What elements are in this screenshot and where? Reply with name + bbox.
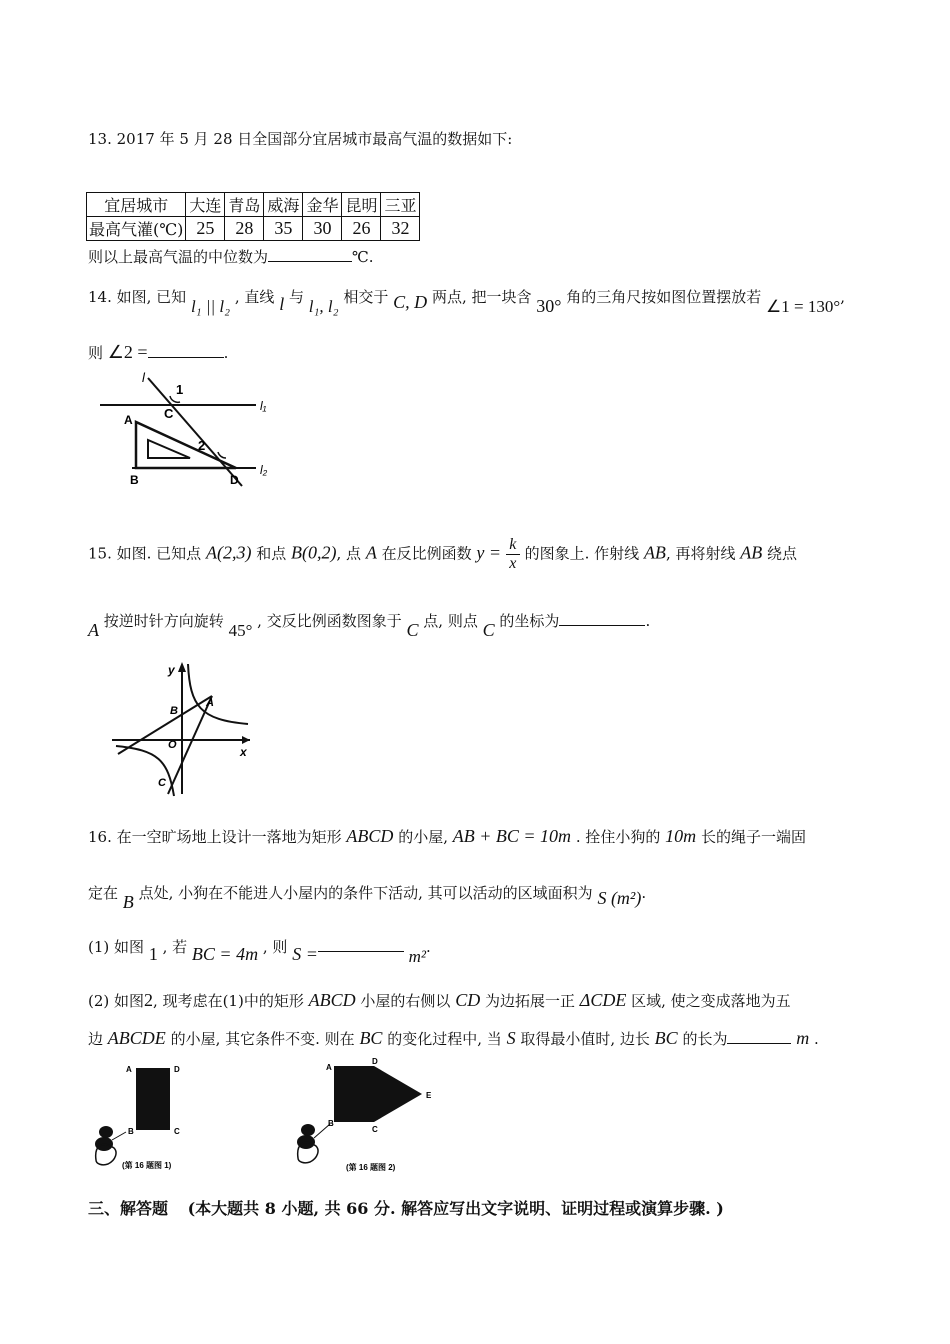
dog-icon <box>297 1124 330 1163</box>
answer-blank <box>318 950 404 952</box>
fig-label-l1: l₁ <box>260 399 267 413</box>
table-row <box>87 217 420 241</box>
table-header-cell: 三亚 <box>381 193 420 217</box>
fig-label-B: B <box>328 1119 334 1128</box>
q16-sub2: (2) 如图2, 现考虑在(1)中的矩形 ABCD 小屋的右侧以 CD 为边拓展一正 ΔCDE 区域, 使之变成落地为五 <box>88 990 791 1010</box>
q13-text: 13. 2017 年 5 月 28 日全国部分宜居城市最高气温的数据如下: <box>88 130 513 148</box>
fig-label-E: E <box>426 1091 432 1100</box>
fig-caption: (第 16 题图 1) <box>122 1161 172 1170</box>
fig-label-A: A <box>126 1065 132 1074</box>
q13-table <box>86 192 420 241</box>
table-row-label: 最高气灌(℃) <box>87 217 186 241</box>
fig-label-C: C <box>158 777 166 789</box>
fig-label-l: l <box>142 372 145 385</box>
fig-label-D: D <box>174 1065 180 1074</box>
q15-figure <box>108 656 258 798</box>
q16-sub3: 边 ABCDE 的小屋, 其它条件不变. 则在 BC 的变化过程中, 当 S 取得最小值时, 边长 BC 的长为 m . <box>88 1028 819 1048</box>
table-cell: 35 <box>264 217 303 241</box>
fig-label-1: 1 <box>176 382 184 397</box>
q16-line1: 16. 在一空旷场地上设计一落地为矩形 ABCD 的小屋, AB + BC = 10m . 拴住小狗的 10m 长的绳子一端固 <box>88 826 806 846</box>
q14-figure <box>96 372 282 492</box>
fig-label-D: D <box>230 473 239 487</box>
q16-figure-1 <box>88 1060 258 1176</box>
fig-label-C: C <box>372 1125 378 1134</box>
table-row <box>87 193 420 217</box>
q16-line2: 定在 B 点处, 小狗在不能进人小屋内的条件下活动, 其可以活动的区域面积为 S (m²). <box>88 884 647 912</box>
section-title: 三、解答题 <box>88 1199 169 1218</box>
fig-label-A: A <box>124 413 133 427</box>
answer-blank <box>559 624 645 626</box>
fig-label-B: B <box>170 705 178 717</box>
fig-caption: (第 16 题图 2) <box>346 1163 396 1172</box>
fraction: $\frac{k}{x}$ <box>506 536 520 573</box>
fig-label-C: C <box>164 406 174 421</box>
q16-figure-2 <box>290 1056 450 1174</box>
q15-line1: 15. 如图. 已知点 A(2,3) 和点 B(0,2), 点 A 在反比例函数 y = $\frac{k}{x}$ 的图象上. 作射线 AB, 再将射线 AB 绕点 <box>88 536 798 572</box>
table-cell: 25 <box>186 217 225 241</box>
fig-label-B: B <box>128 1127 134 1136</box>
answer-blank <box>727 1042 791 1044</box>
table-cell: 30 <box>303 217 342 241</box>
q14-line2: 则 ∠2 = . <box>88 342 229 362</box>
dog-icon <box>95 1126 126 1165</box>
table-header-cell: 大连 <box>186 193 225 217</box>
table-cell: 26 <box>342 217 381 241</box>
table-header-cell: 金华 <box>303 193 342 217</box>
q14-line1: 14. 如图, 已知 l₁ || l₂ , 直线 l 与 l₁, l₂ 相交于 C, D 两点, 把一块含 30° 角的三角尺按如图位置摆放若 ∠1 = 130°, <box>88 288 845 316</box>
table-header-cell: 青岛 <box>225 193 264 217</box>
table-cell: 28 <box>225 217 264 241</box>
section-3-heading <box>88 1196 724 1219</box>
q15-line2: A 按逆时针方向旋转 45° , 交反比例函数图象于 C 点, 则点 C 的坐标为 . <box>88 612 651 640</box>
fig-label-l2: l₂ <box>260 463 268 477</box>
fig-label-O: O <box>168 739 177 751</box>
fig-label-A: A <box>206 697 214 709</box>
fig-label-C: C <box>174 1127 180 1136</box>
q13-question: 则以上最高气温的中位数为 ℃. <box>88 248 374 266</box>
table-cell: 32 <box>381 217 420 241</box>
fig-label-y: y <box>168 663 175 677</box>
table-header-cell: 昆明 <box>342 193 381 217</box>
fig-label-A: A <box>326 1063 332 1072</box>
fig-label-B: B <box>130 473 139 487</box>
fig-label-2: 2 <box>198 438 206 453</box>
answer-blank <box>268 260 352 262</box>
fig-label-D: D <box>372 1057 378 1066</box>
table-header-cell: 威海 <box>264 193 303 217</box>
section-note: (本大题共 8 小题, 共 66 分. 解答应写出文字说明、证明过程或演算步骤. ) <box>187 1199 724 1218</box>
fig-label-x: x <box>240 745 247 759</box>
answer-blank <box>148 356 224 358</box>
q16-sub1: (1) 如图 1 , 若 BC = 4m , 则 S = m². <box>88 938 431 966</box>
table-header-cell: 宜居城市 <box>87 193 186 217</box>
